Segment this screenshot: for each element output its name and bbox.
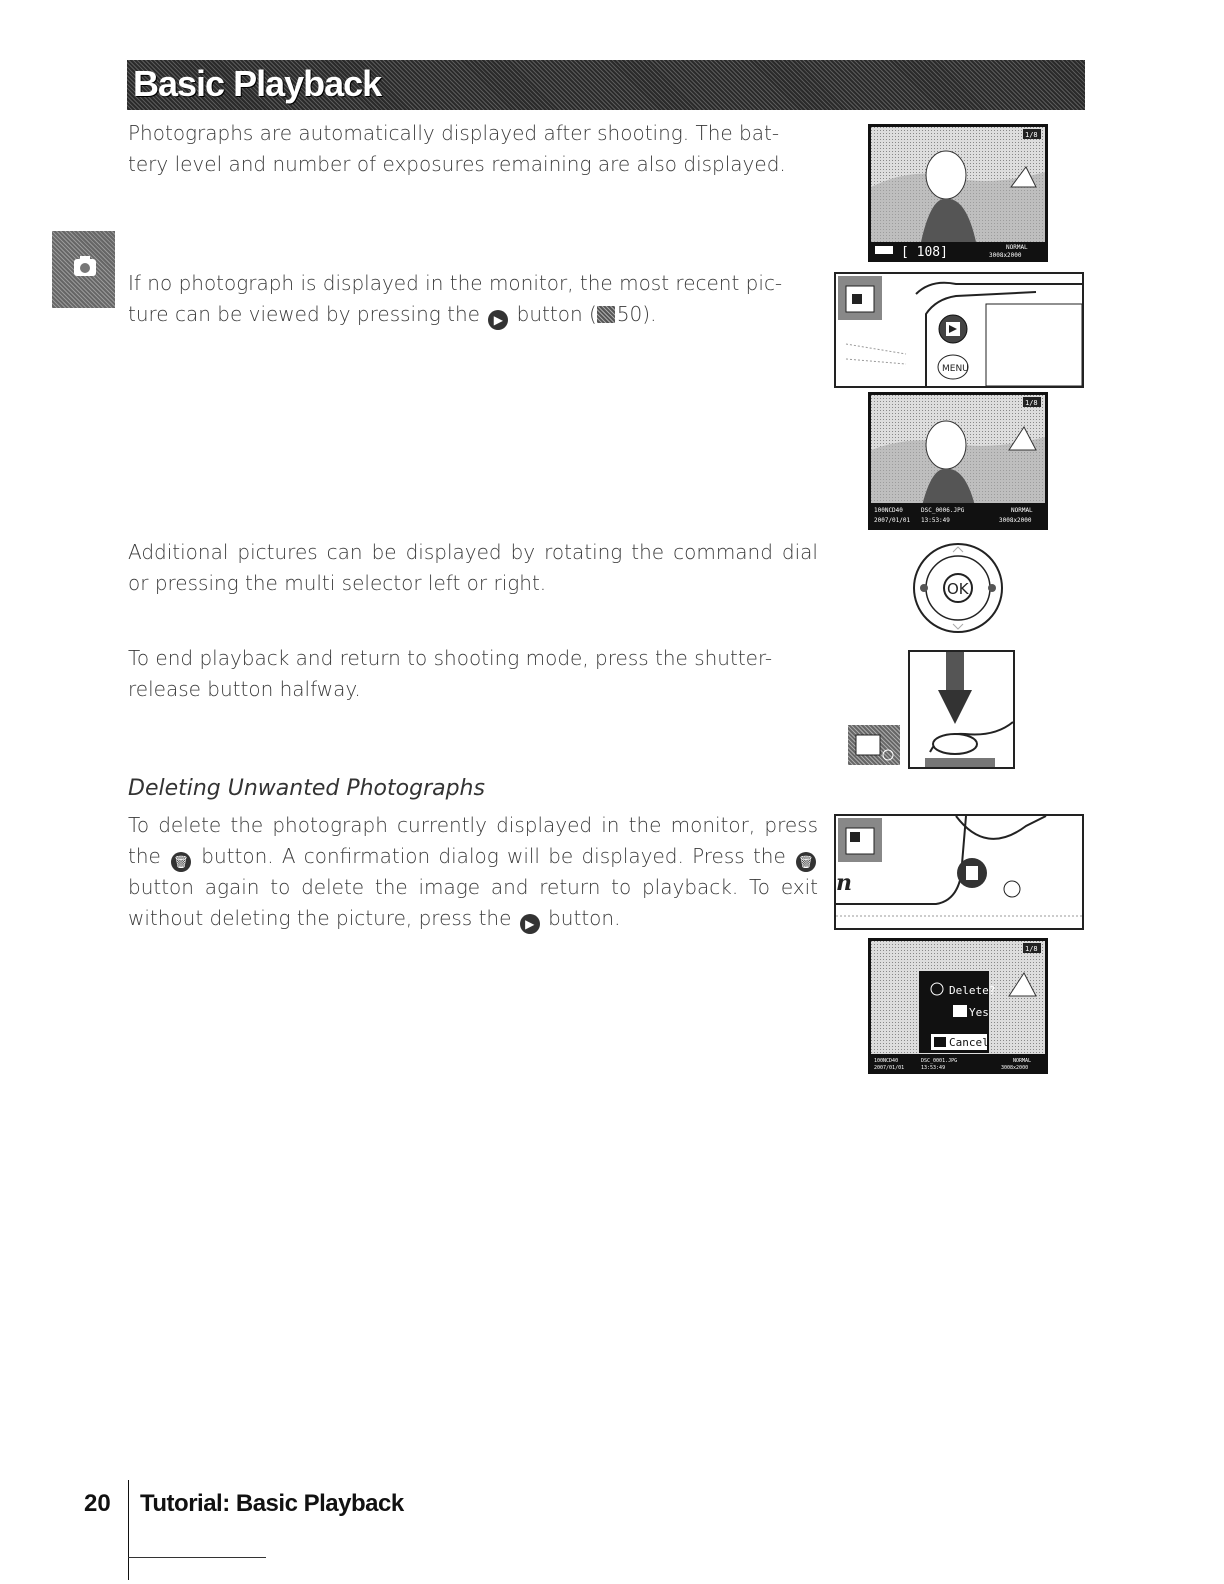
image-quality: NORMAL [1013, 1058, 1032, 1064]
file-name: DSC_0006.JPG [921, 507, 965, 514]
image-size: 3008x2000 [999, 517, 1032, 524]
exposures-remaining: [ 108] [901, 245, 948, 259]
camera-icon [52, 231, 115, 308]
page-reference-icon [597, 306, 615, 323]
dialog-title: Delete? [949, 984, 996, 997]
ok-button-label: OK [947, 580, 969, 598]
image-size: 3008x2000 [989, 252, 1022, 259]
playback-button-icon: ▶ [520, 914, 540, 934]
deleting-text-a: To delete the photograph currently displayed in the monitor, press the [128, 813, 818, 868]
chapter-tab [52, 231, 115, 308]
end-playback-paragraph: To end playback and return to shooting mode, press the shutter-release button halfway. [128, 646, 773, 701]
down-arrow-icon [938, 690, 972, 724]
deleting-subheading: Deleting Unwanted Photographs [128, 776, 485, 801]
intro-paragraph: Photographs are automatically displayed after shooting. The bat-tery level and number of exposures remaining are also displayed. [128, 121, 786, 176]
frame-counter: 1/8 [1025, 131, 1038, 139]
title-banner [127, 60, 1085, 110]
camera-icon [848, 725, 900, 765]
trash-icon [966, 866, 978, 880]
camera-playback-button-illustration [834, 272, 1084, 388]
deleting-text-c: button again to delete the image and return to playback. To exit without deleting the picture, press the [128, 875, 818, 930]
no-photo-paragraph [128, 268, 818, 330]
additional-pictures-paragraph: Additional pictures can be displayed by rotating the command dial or pressing the multi selector left or right. [128, 540, 818, 595]
camera-delete-button-illustration [834, 814, 1084, 930]
image-size: 3008x2000 [1001, 1065, 1029, 1071]
no-photo-ref: 50). [616, 302, 657, 326]
frame-counter: 1/8 [1025, 399, 1038, 407]
frame-counter: 1/8 [1025, 945, 1038, 953]
deleting-paragraph [128, 810, 818, 934]
deleting-text-d: button. [548, 906, 621, 930]
page-title: Basic Playback [133, 63, 382, 104]
confirm-yes-option[interactable]: Yes [969, 1006, 989, 1019]
cancel-option[interactable]: Cancel [949, 1036, 989, 1049]
multi-selector-illustration [910, 540, 1006, 636]
page-number: 20 [84, 1490, 111, 1517]
capture-time: 13:53:49 [921, 1065, 946, 1071]
file-name: DSC_0001.JPG [921, 1058, 958, 1064]
right-arrow-icon [988, 584, 996, 592]
capture-date: 2007/01/01 [874, 517, 911, 524]
image-quality: NORMAL [1006, 244, 1028, 251]
footer-title: Tutorial: Basic Playback [140, 1490, 404, 1517]
shutter-release-illustration [908, 650, 1015, 769]
footer-underline [128, 1557, 266, 1558]
monitor-screen-playback [868, 392, 1048, 530]
menu-button-label: MENU [942, 364, 969, 374]
image-quality: NORMAL [1011, 507, 1033, 514]
monitor-screen-delete-confirm [868, 938, 1048, 1074]
deleting-text-b: button. A confirmation dialog will be displayed. Press the [201, 844, 786, 868]
footer-divider [128, 1480, 129, 1580]
capture-time: 13:53:49 [921, 517, 950, 524]
capture-date: 2007/01/01 [874, 1065, 905, 1071]
folder-name: 100NCD40 [874, 507, 903, 514]
no-photo-text-mid: button ( [516, 302, 597, 326]
no-photo-text: If no photograph is displayed in the monitor, the most recent pic-ture can be viewed by pressing the [128, 271, 783, 326]
playback-button-icon: ▶ [488, 310, 508, 330]
monitor-screen-after-shooting [868, 124, 1048, 262]
trash-button-icon: 🗑 [171, 852, 191, 872]
shooting-mode-icon [848, 725, 900, 765]
trash-button-icon: 🗑 [796, 852, 816, 872]
left-arrow-icon [920, 584, 928, 592]
svg-text:n: n [836, 870, 852, 896]
folder-name: 100NCD40 [874, 1058, 899, 1064]
